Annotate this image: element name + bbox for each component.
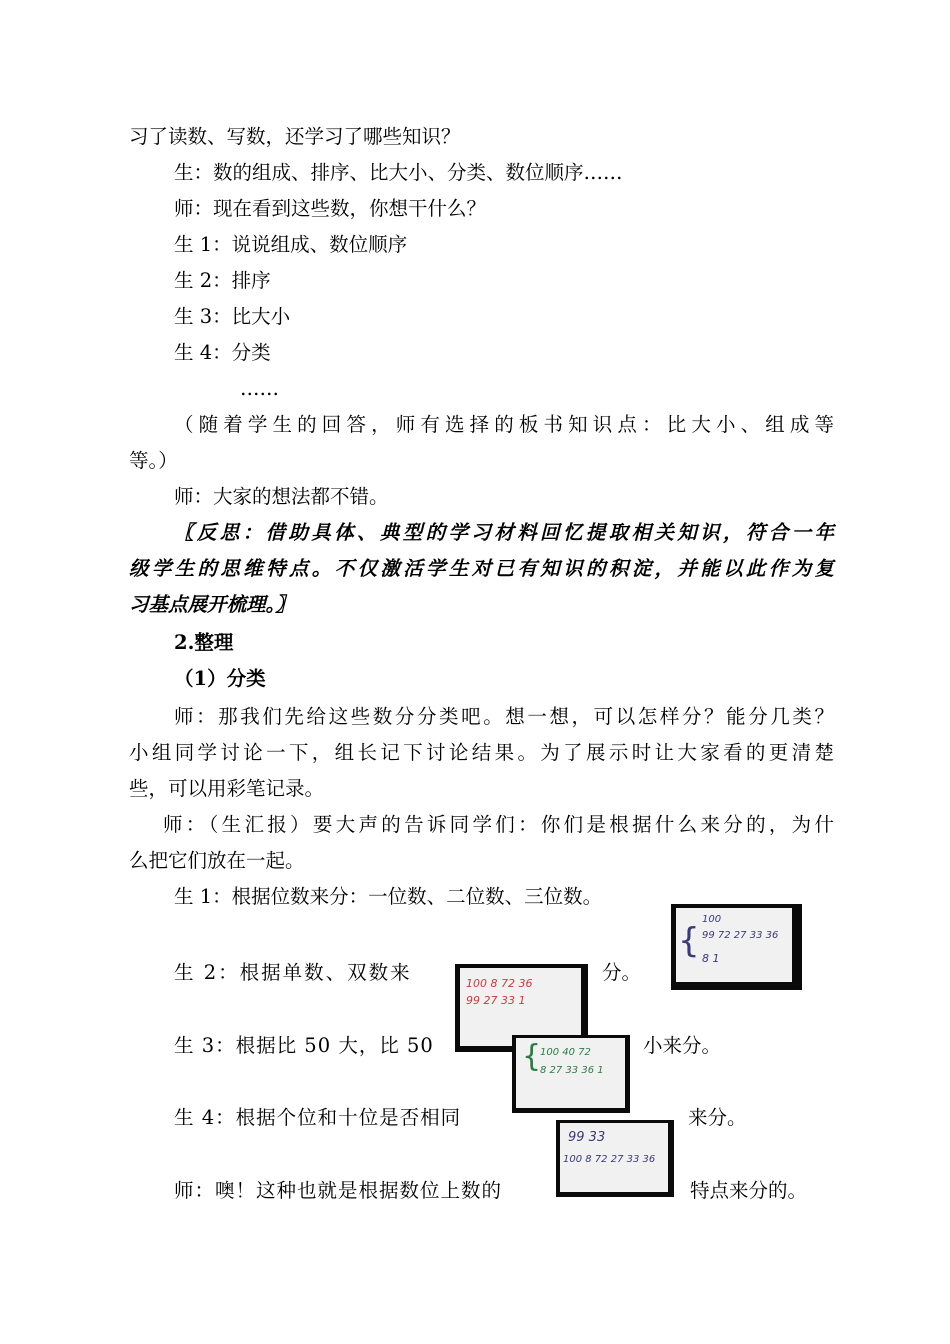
text-line: 习了读数、写数，还学习了哪些知识？ [129, 125, 461, 148]
student-work-photo [671, 904, 802, 990]
text-line: 特点来分的。 [690, 1179, 808, 1202]
student-work-photo [556, 1120, 674, 1197]
text-line: 生 4：根据个位和十位是否相同 [174, 1106, 462, 1129]
card-text: 100 8 72 27 33 36 [563, 1154, 656, 1165]
paper-card [560, 1123, 668, 1192]
text-line: 师：那我们先给这些数分分类吧。想一想，可以怎样分？能分几类？ [174, 705, 834, 728]
subsection-heading: （1）分类 [174, 667, 266, 690]
text-line: 师：（生汇报）要大声的告诉同学们：你们是根据什么来分的，为什 [163, 813, 834, 836]
card-text: 100 [702, 914, 722, 925]
text-line: 生 3：根据比 50 大，比 50 [174, 1034, 434, 1057]
reflection-line: 〖反思：借助具体、典型的学习材料回忆提取相关知识，符合一年 [174, 521, 834, 544]
text-line: 生 1：根据位数来分：一位数、二位数、三位数。 [174, 885, 603, 908]
reflection-line: 习基点展开梳理。〗 [129, 593, 295, 616]
text-line: 分。 [602, 961, 642, 984]
text-line: 等。） [129, 449, 178, 472]
text-line: （随着学生的回答，师有选择的板书知识点：比大小、组成等 [174, 413, 834, 436]
text-line: 么把它们放在一起。 [129, 849, 305, 872]
text-line: 来分。 [688, 1106, 747, 1129]
text-line: 生 1：说说组成、数位顺序 [174, 233, 408, 256]
card-text: 99 27 33 1 [466, 994, 526, 1007]
text-line: 小组同学讨论一下，组长记下讨论结果。为了展示时让大家看的更清楚 [129, 741, 834, 764]
text-line: 些，可以用彩笔记录。 [129, 777, 325, 800]
text-line: 师：大家的想法都不错。 [174, 485, 389, 508]
text-line: 师：噢！这种也就是根据数位上数的 [174, 1179, 503, 1202]
text-line: 生 2：排序 [174, 269, 271, 292]
paper-card [676, 908, 792, 982]
card-text: 8 1 [702, 952, 720, 965]
text-line: 师：现在看到这些数，你想干什么？ [174, 197, 487, 220]
card-text: 99 72 27 33 36 [702, 930, 779, 941]
text-line: …… [240, 377, 279, 400]
text-line: 生：数的组成、排序、比大小、分类、数位顺序…… [174, 161, 623, 184]
text-line: 生 2：根据单数、双数来 [174, 961, 412, 984]
reflection-line: 级学生的思维特点。不仅激活学生对已有知识的积淀，并能以此作为复 [129, 557, 834, 580]
paper-card [516, 1038, 625, 1108]
card-text: 100 8 72 36 [466, 977, 533, 990]
section-heading: 2.整理 [174, 631, 234, 654]
text-line: 生 3：比大小 [174, 305, 291, 328]
card-text: 100 40 72 [540, 1047, 591, 1058]
card-text: 8 27 33 36 1 [540, 1065, 604, 1076]
text-line: 小来分。 [643, 1034, 722, 1057]
card-text: 99 33 [568, 1130, 606, 1145]
brace-mark: { [522, 1039, 542, 1074]
brace-mark: { [678, 921, 700, 961]
text-line: 生 4：分类 [174, 341, 271, 364]
student-work-photo [512, 1035, 630, 1113]
